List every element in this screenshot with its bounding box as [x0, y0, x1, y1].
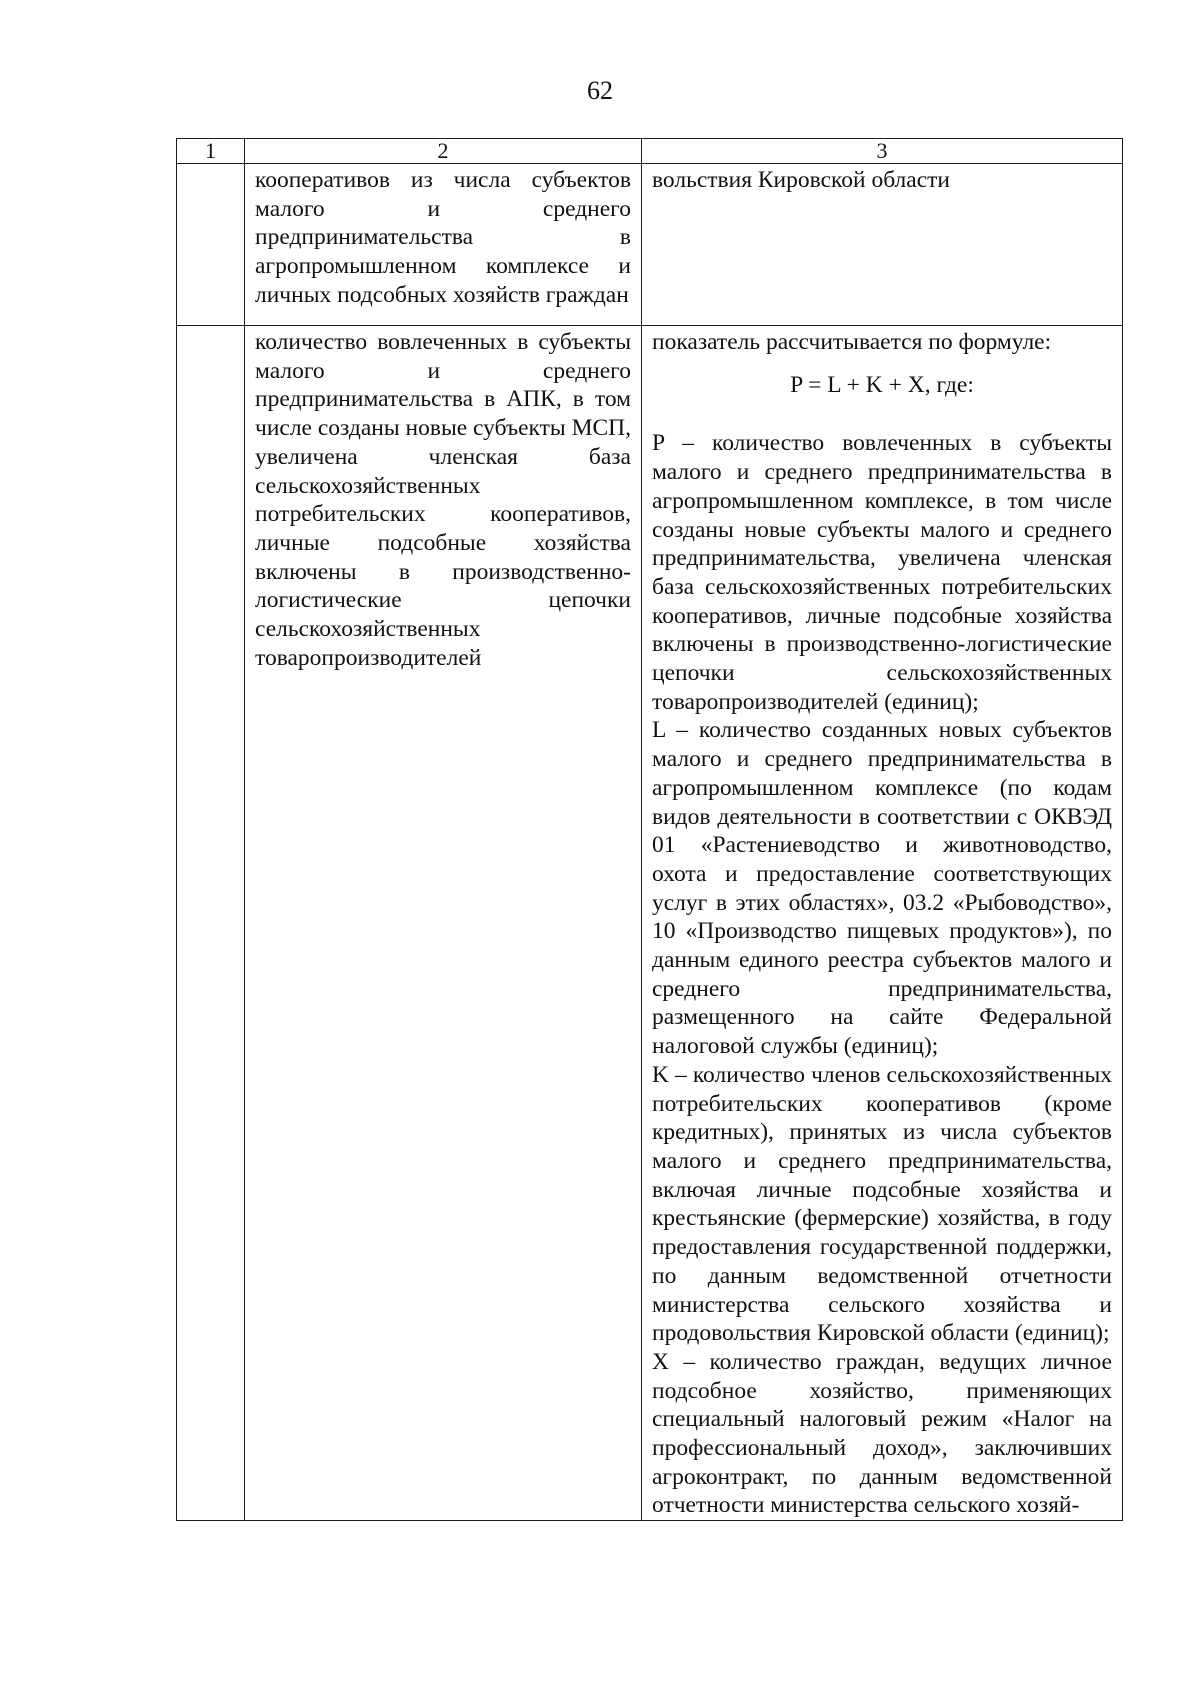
row2-col3: [642, 326, 1123, 1521]
header-cell-2: 2: [245, 139, 642, 164]
indicator-table: [176, 138, 1123, 1521]
table-header-row: [177, 139, 1123, 164]
definition-l: L – количество созданных новых субъектов малого и среднего предпринимательства в агропромышленном комплексе (по кодам видов деятельности в соответствии с ОКВЭД 01 «Растениеводство и животноводство, охота и предоставление соответствующих услуг в этих областях», 03.2 «Рыбоводство», 10 «Производство пищевых продуктов»), по данным единого реестра субъектов малого и среднего предпринимательства, размещенного на сайте Федеральной налоговой службы (единиц);: [652, 717, 1112, 1060]
header-cell-1: 1: [177, 139, 245, 164]
row1-col2: кооперативов из числа субъектов малого и среднего предпринимательства в агропромышленном комплексе и личных подсобных хозяйств граждан: [245, 164, 642, 326]
row2-col2: количество вовлеченных в субъекты малого и среднего предпринимательства в АПК, в том числе созданы новые субъекты МСП, увеличена членская база сельскохозяйственных потребительских кооперативов, личные подсобные хозяйства включены в производственно-логистические цепочки сельскохозяйственных товаропроизводителей: [245, 326, 642, 1521]
row1-col1: [177, 164, 245, 326]
header-cell-3: 3: [642, 139, 1123, 164]
table-row: [177, 164, 1123, 326]
definition-x: X – количество граждан, ведущих личное подсобное хозяйство, применяющих специальный налоговый режим «Налог на профессиональный доход», заключивших агроконтракт, по данным ведомственной отчетности министерства сельского хозяй-: [652, 1348, 1112, 1519]
definition-p: P – количество вовлеченных в субъекты малого и среднего предпринимательства в агропромышленном комплексе, в том числе созданы новые субъекты малого и среднего предпринимательства, увеличена членская база сельскохозяйственных потребительских кооперативов, личные подсобные хозяйства включены в производственно-логистические цепочки сельскохозяйственных товаропроизводителей (единиц);: [652, 430, 1112, 715]
definition-k: K – количество членов сельскохозяйственных потребительских кооперативов (кроме кредитных), принятых из числа субъектов малого и среднего предпринимательства, включая личные подсобные хозяйства и крестьянские (фермерские) хозяйства, в году предоставления государственной поддержки, по данным ведомственной отчетности министерства сельского хозяйства и продовольствия Кировской области (единиц);: [652, 1061, 1112, 1347]
page-number: 62: [587, 76, 613, 105]
row1-col3: вольствия Кировской области: [642, 164, 1123, 326]
formula: P = L + K + X, где:: [790, 371, 974, 398]
formula-intro: показатель рассчитывается по формуле:: [652, 329, 1052, 355]
row2-col1: [177, 326, 245, 1521]
table-row: [177, 326, 1123, 1521]
